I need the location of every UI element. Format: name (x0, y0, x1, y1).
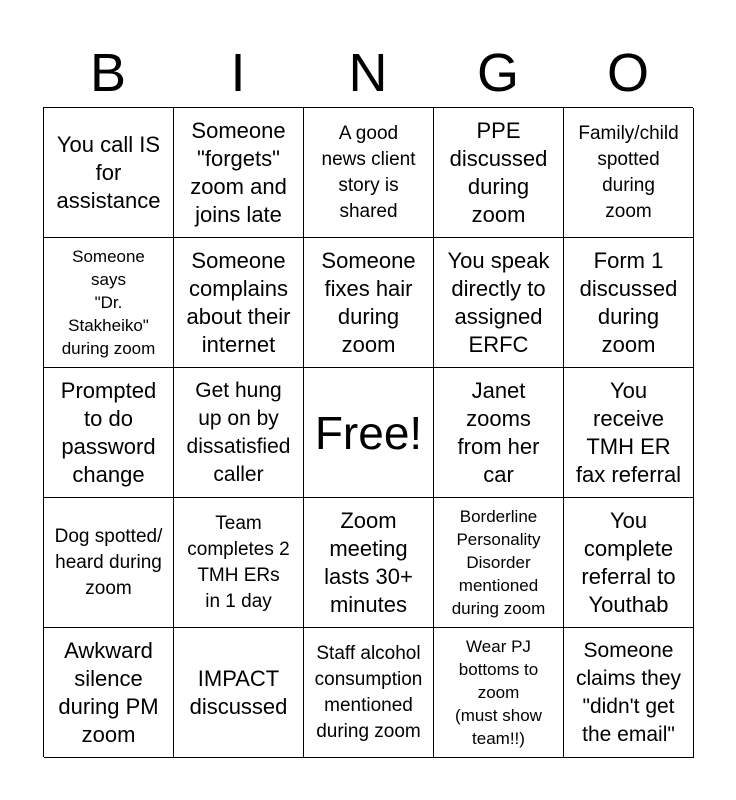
bingo-cell[interactable] (44, 628, 174, 758)
cell-text: Get hung up on by dissatisfied caller (186, 378, 291, 486)
cell-text: Dog spotted/ heard during zoom (54, 525, 163, 599)
bingo-cell[interactable] (44, 238, 174, 368)
bingo-cell[interactable] (434, 498, 564, 628)
header-letter-i: I (230, 43, 246, 103)
bingo-card (43, 107, 693, 757)
cell-text: Someone claims they "didn't get the email" (575, 638, 682, 746)
header-letter-b: B (89, 43, 127, 103)
cell-text: Wear PJ bottoms to zoom (must show team!!) (455, 637, 542, 748)
cell-text: Staff alcohol consumption mentioned during zoom (314, 642, 423, 742)
cell-text: A good news client story is shared (321, 122, 416, 222)
cell-text: Zoom meeting lasts 30+ minutes (324, 507, 413, 617)
cell-text: Borderline Personality Disorder mentioned during zoom (451, 507, 546, 618)
cell-text: Someone says "Dr. Stakheiko" during zoom (61, 247, 156, 358)
free-space-cell[interactable] (304, 368, 434, 498)
bingo-cell[interactable] (564, 238, 694, 368)
bingo-cell[interactable] (564, 498, 694, 628)
bingo-cell[interactable] (174, 498, 304, 628)
cell-text: You speak directly to assigned ERFC (447, 247, 550, 357)
cell-text: Family/child spotted during zoom (578, 122, 679, 222)
bingo-cell[interactable] (434, 628, 564, 758)
header-letter-o: O (606, 43, 649, 103)
bingo-cell[interactable] (174, 108, 304, 238)
bingo-cell[interactable] (304, 628, 434, 758)
cell-text: Someone "forgets" zoom and joins late (190, 117, 287, 227)
bingo-cell[interactable] (174, 238, 304, 368)
bingo-cell[interactable] (564, 108, 694, 238)
bingo-cell[interactable] (304, 108, 434, 238)
cell-text: Prompted to do password change (60, 377, 157, 487)
bingo-cell[interactable] (44, 498, 174, 628)
cell-text: You complete referral to Youthab (581, 507, 676, 617)
bingo-cell[interactable] (174, 628, 304, 758)
bingo-cell[interactable] (434, 368, 564, 498)
cell-text: You call IS for assistance (56, 131, 161, 213)
header-letter-n: N (348, 43, 388, 103)
bingo-cell[interactable] (44, 368, 174, 498)
bingo-cell[interactable] (434, 108, 564, 238)
cell-text: PPE discussed during zoom (449, 117, 548, 227)
bingo-cell[interactable] (304, 498, 434, 628)
header-letter-g: G (476, 43, 519, 103)
cell-text: Team completes 2 TMH ERs in 1 day (187, 512, 290, 612)
cell-text: Someone complains about their internet (186, 247, 291, 357)
cell-text: Form 1 discussed during zoom (579, 247, 678, 357)
bingo-cell[interactable] (564, 628, 694, 758)
cell-text: IMPACT discussed (189, 665, 288, 719)
bingo-cell[interactable] (174, 368, 304, 498)
cell-text: Janet zooms from her car (457, 377, 540, 487)
bingo-cell[interactable] (304, 238, 434, 368)
free-space-text: Free! (314, 406, 423, 459)
cell-text: Someone fixes hair during zoom (321, 247, 416, 357)
cell-text: You receive TMH ER fax referral (575, 377, 682, 487)
bingo-cell[interactable] (434, 238, 564, 368)
bingo-cell[interactable] (44, 108, 174, 238)
bingo-header (43, 42, 693, 104)
cell-text: Awkward silence during PM zoom (58, 637, 159, 747)
bingo-cell[interactable] (564, 368, 694, 498)
